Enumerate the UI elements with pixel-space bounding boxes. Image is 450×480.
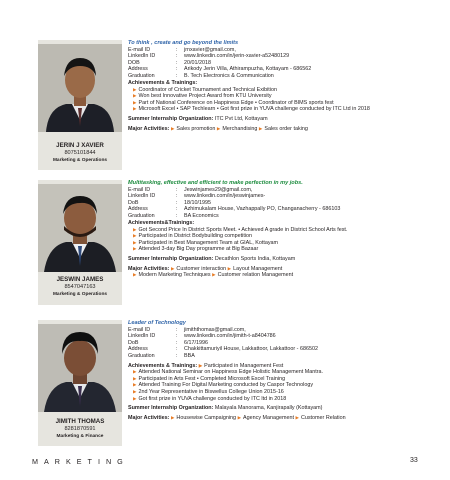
field-value: www.linkedin.com/in/jerin-xavier-a52480129 — [184, 53, 290, 60]
profile-phone: 8075101844 — [64, 150, 96, 156]
field-value: 18/10/1995 — [184, 199, 211, 206]
achievement-item: ▶ Participated in District Bodybuilding competition — [133, 233, 253, 240]
field-dob: DoB : 6/17/1996 — [128, 340, 433, 347]
field-value: Chakkittamuriyil House, Lakkattoor, Lakkattoor - 686502 — [184, 346, 318, 353]
arrow-bullet-icon: ▶ — [133, 106, 137, 112]
achievements-heading: Achievements & Trainings: ▶ Participated in Management Fest — [128, 362, 284, 369]
achievement-item: ▶ Part of National Conference on Happiness Edge • Coordinator of BIMS sports fest — [133, 99, 334, 106]
achievement-item: ▶ Got Second Price In District Sports Meet. • Achieved A grade in District School Arts fest. — [133, 226, 348, 233]
field-label: DoB — [128, 339, 139, 346]
arrow-bullet-icon: ▶ — [295, 414, 299, 420]
field-value: Jeswinjames29@gmail.com, — [184, 186, 253, 193]
profile-department: Marketing & Operations — [52, 158, 108, 163]
field-value: Arikody Jerin Villa, Athirampuzha, Kottayam - 686562 — [184, 66, 312, 73]
arrow-bullet-icon: ▶ — [133, 99, 137, 105]
profile-photo — [38, 44, 122, 132]
arrow-bullet-icon: ▶ — [133, 382, 137, 388]
field-value: www.linkedin.com/in/jeswinjames- — [184, 193, 266, 200]
profile-name: JESWIN JAMES — [56, 276, 104, 283]
profile-details — [128, 320, 433, 421]
arrow-bullet-icon: ▶ — [216, 125, 221, 131]
field-value: 6/17/1996 — [184, 339, 208, 346]
profile-department: Marketing & Operations — [52, 292, 108, 297]
profile-name: JERIN J XAVIER — [56, 142, 104, 149]
achievement-item: ▶ Won best Innovative Project Award from KTU University — [133, 93, 272, 100]
activities-line: Major Activities: ▶ Sales promotion ▶ Merchandising ▶ Sales order taking — [128, 125, 308, 132]
field-graduation: Graduation : BBA — [128, 353, 433, 360]
arrow-bullet-icon: ▶ — [170, 125, 175, 131]
page-number: 33 — [410, 457, 418, 464]
field-email: E-mail ID : Jeswinjames29@gmail.com, — [128, 187, 433, 194]
field-address: Address : Arikody Jerin Villa, Athirampuzha, Kottayam - 686562 — [128, 66, 433, 73]
arrow-bullet-icon: ▶ — [133, 395, 137, 401]
profile-photo — [38, 184, 122, 272]
arrow-bullet-icon: ▶ — [133, 375, 137, 381]
field-email: E-mail ID : jrnxavier@gmail.com, — [128, 47, 433, 54]
profile-photo — [38, 324, 122, 412]
achievements-heading: Achievements&Trainings: — [128, 220, 195, 227]
field-value: www.linkedin.com/in/jimith-t-a8404786 — [184, 333, 276, 340]
arrow-bullet-icon: ▶ — [170, 265, 175, 271]
field-label: Graduation — [128, 212, 155, 219]
achievement-item: ▶ Microsoft Excel • SAP Techlearn • Got first prize in YUVA challenge conducted by ITC Ltd in 2018 — [133, 106, 370, 113]
internship-line: Summer Internship Organization: Malayala Manorama, Kanjirapally (Kottayam) — [128, 405, 323, 412]
field-value: 20/01/2018 — [184, 59, 211, 66]
arrow-bullet-icon: ▶ — [133, 272, 137, 278]
field-linkedin: LinkedIn ID : www.linkedin.com/in/jimith-t-a8404786 — [128, 333, 433, 340]
profile-name: JIMITH THOMAS — [55, 418, 105, 425]
profile-sidebar — [38, 40, 122, 170]
achievement-item: ▶ 2nd Year Representative in Biswellus College Union 2015-16 — [133, 388, 284, 395]
achievements-heading: Achievements & Trainings: — [128, 80, 198, 87]
field-address: Address : Azhimukalam House, Vazhappally PO, Changanacherry - 686103 — [128, 206, 433, 213]
profile-department: Marketing & Finance — [56, 434, 104, 439]
arrow-bullet-icon: ▶ — [258, 125, 263, 131]
arrow-bullet-icon: ▶ — [237, 414, 242, 420]
profile-tagline: Leader of Technology — [128, 320, 186, 326]
field-label: Graduation — [128, 352, 155, 359]
arrow-bullet-icon: ▶ — [133, 239, 137, 245]
field-label: LinkedIn ID — [128, 333, 156, 340]
field-email: E-mail ID : jimiththomas@gmail.com, — [128, 327, 433, 334]
field-value: B. Tech Electronics & Communication — [184, 72, 274, 79]
field-graduation: Graduation : BA Economics — [128, 213, 433, 220]
arrow-bullet-icon: ▶ — [198, 362, 203, 368]
achievement-item: ▶ Participated in Arts Fest • Completed Microsoft Excel Training — [133, 375, 286, 382]
arrow-bullet-icon: ▶ — [133, 86, 137, 92]
arrow-bullet-icon: ▶ — [133, 388, 137, 394]
profile-details — [128, 40, 433, 132]
profile-details — [128, 180, 433, 279]
arrow-bullet-icon: ▶ — [133, 246, 137, 252]
arrow-bullet-icon: ▶ — [212, 272, 216, 278]
achievement-item: ▶ Participated in Best Management Team at GIAL, Kottayam — [133, 239, 278, 246]
field-value: BBA — [184, 352, 195, 359]
field-linkedin: LinkedIn ID : www.linkedin.com/in/jerin-xavier-a52480129 — [128, 53, 433, 60]
field-label: E-mail ID — [128, 46, 151, 53]
profile-card — [0, 40, 450, 170]
field-label: LinkedIn ID — [128, 193, 156, 200]
achievement-item: ▶ Got first prize in YUVA challenge conducted by ITC ltd in 2018 — [133, 395, 287, 402]
arrow-bullet-icon: ▶ — [227, 265, 232, 271]
field-label: E-mail ID — [128, 326, 151, 333]
achievement-item: ▶ Coordinator of Cricket Tournament and Technical Exibition — [133, 86, 278, 93]
profile-card — [0, 180, 450, 305]
field-dob: DOB : 20/01/2018 — [128, 60, 433, 67]
activities-line: Major Activities: ▶ Housewise Campaigning ▶ Agency Management ▶ Customer Relation — [128, 414, 346, 421]
field-label: E-mail ID — [128, 186, 151, 193]
activities-line: Major Activities: ▶ Customer interaction ▶ Layout Management — [128, 265, 283, 272]
footer-section-label: MARKETING — [32, 457, 129, 466]
arrow-bullet-icon: ▶ — [133, 369, 137, 375]
field-value: jimiththomas@gmail.com, — [184, 326, 246, 333]
profile-card — [0, 320, 450, 450]
field-label: Address — [128, 206, 148, 213]
arrow-bullet-icon: ▶ — [133, 233, 137, 239]
profile-sidebar — [38, 180, 122, 305]
field-label: DoB — [128, 199, 139, 206]
profile-tagline: To think , create and go beyond the limits — [128, 40, 239, 46]
field-label: Address — [128, 346, 148, 353]
field-value: jrnxavier@gmail.com, — [184, 46, 236, 53]
field-label: Graduation — [128, 72, 155, 79]
profile-phone: 8281870591 — [64, 426, 96, 432]
field-dob: DoB : 18/10/1995 — [128, 200, 433, 207]
field-label: Address — [128, 66, 148, 73]
field-label: LinkedIn ID — [128, 53, 156, 60]
achievement-item: ▶ Attended Training For Digital Marketing conducted by Caspor Technology — [133, 382, 314, 389]
field-label: DOB — [128, 59, 140, 66]
field-value: Azhimukalam House, Vazhappally PO, Changanacherry - 686103 — [184, 206, 341, 213]
arrow-bullet-icon: ▶ — [133, 226, 137, 232]
field-graduation: Graduation : B. Tech Electronics & Communication — [128, 73, 433, 80]
internship-line: Summer Internship Organization: ITC Pvt Ltd, Kottayam — [128, 116, 268, 123]
internship-line: Summer Internship Organization: Decathlon Sports India, Kottayam — [128, 256, 296, 263]
achievement-item: ▶ Attended 3-day Big Day programme at Big Bazaar — [133, 246, 259, 253]
profile-phone: 8547047163 — [64, 284, 96, 290]
activities-line-cont: ▶ Modern Marketing Techniques ▶ Customer relation Management — [133, 272, 294, 279]
profile-sidebar — [38, 320, 122, 446]
field-value: BA Economics — [184, 212, 219, 219]
achievement-item: ▶ Attended National Seminar on Happiness Edge Holistic Management Mantra. — [133, 369, 324, 376]
arrow-bullet-icon: ▶ — [170, 414, 175, 420]
arrow-bullet-icon: ▶ — [133, 93, 137, 99]
field-linkedin: LinkedIn ID : www.linkedin.com/in/jeswinjames- — [128, 193, 433, 200]
profile-tagline: Multitasking, effective and efficient to make perfection in my jobs. — [128, 180, 303, 186]
field-address: Address : Chakkittamuriyil House, Lakkattoor, Lakkattoor - 686502 — [128, 346, 433, 353]
